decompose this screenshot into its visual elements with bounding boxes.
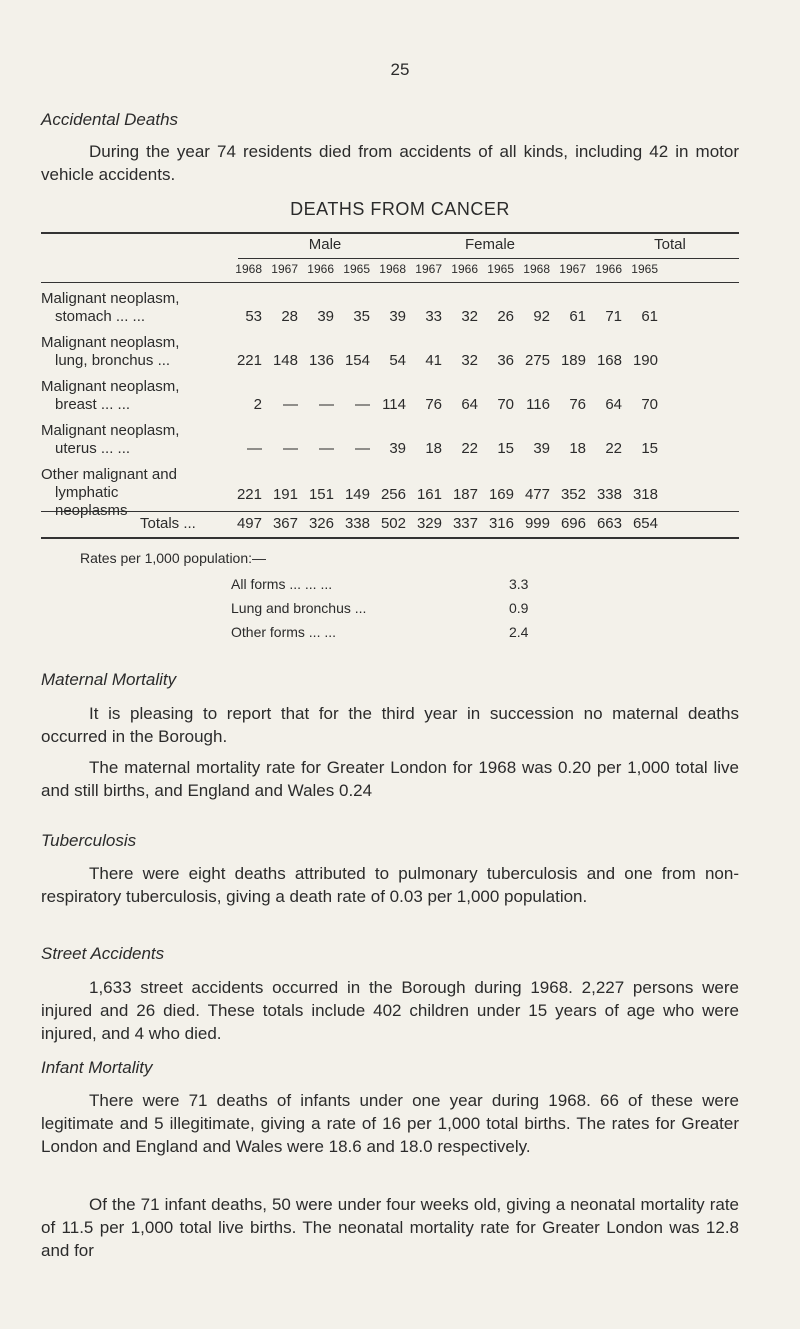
table-cell: 151 [308, 486, 334, 503]
table-cell: 61 [641, 308, 658, 325]
table-cell: 33 [425, 308, 442, 325]
table-cell: 18 [425, 440, 442, 457]
table-cell: 221 [236, 486, 262, 503]
rate-label-other: Other forms ... ... [231, 624, 337, 640]
table-cell: 187 [452, 486, 478, 503]
year-header: 1965 [631, 262, 658, 276]
table-cell: — [355, 440, 370, 457]
section-heading-tuberculosis: Tuberculosis [41, 831, 137, 850]
table-cell: 15 [497, 440, 514, 457]
table-cell: 318 [632, 486, 658, 503]
row-label-stomach: Malignant neoplasm, stomach ... ... [41, 290, 180, 325]
paragraph-infant-2: Of the 71 infant deaths, 50 were under four weeks old, giving a neonatal mortality rate of 11.5 per 1,000 total live births. The neonatal mortality rate for Greater London was 12.8 and for [41, 1195, 739, 1260]
year-header: 1967 [415, 262, 442, 276]
table-cell: — [319, 396, 334, 413]
group-header-female: Female [464, 236, 516, 253]
table-cell: 136 [308, 352, 334, 369]
table-cell: 2 [253, 396, 262, 413]
row-label-other: Other malignant and lymphatic neoplasms [41, 466, 177, 519]
table-cell: 190 [632, 352, 658, 369]
totals-cell: 316 [488, 515, 514, 532]
table-cell: 275 [524, 352, 550, 369]
totals-cell: 663 [596, 515, 622, 532]
table-cell: 22 [605, 440, 622, 457]
table-cell: 256 [380, 486, 406, 503]
year-header: 1966 [595, 262, 622, 276]
table-cell: 149 [344, 486, 370, 503]
rate-value-all: 3.3 [509, 576, 529, 592]
table-cell: — [319, 440, 334, 457]
section-heading-street: Street Accidents [41, 944, 165, 963]
table-cell: 477 [524, 486, 550, 503]
table-cell: 18 [569, 440, 586, 457]
table-cell: — [247, 440, 262, 457]
table-cell: 54 [389, 352, 406, 369]
table-cell: 39 [317, 308, 334, 325]
totals-cell: 338 [344, 515, 370, 532]
table-cell: 76 [425, 396, 442, 413]
table-cell: 64 [461, 396, 478, 413]
table-cell: 148 [272, 352, 298, 369]
totals-cell: 337 [452, 515, 478, 532]
totals-cell: 326 [308, 515, 334, 532]
table-cell: — [355, 396, 370, 413]
totals-cell: 497 [236, 515, 262, 532]
table-cell: 32 [461, 352, 478, 369]
table-cell: 70 [497, 396, 514, 413]
year-header: 1967 [271, 262, 298, 276]
table-cell: 41 [425, 352, 442, 369]
totals-cell: 329 [416, 515, 442, 532]
table-cell: — [283, 396, 298, 413]
table-cell: 169 [488, 486, 514, 503]
table-cell: 39 [389, 440, 406, 457]
year-header: 1967 [559, 262, 586, 276]
table-cell: 64 [605, 396, 622, 413]
table-cell: 161 [416, 486, 442, 503]
year-header: 1968 [523, 262, 550, 276]
page-number: 25 [390, 60, 410, 79]
year-header: 1965 [343, 262, 370, 276]
totals-cell: 999 [524, 515, 550, 532]
table-cell: 15 [641, 440, 658, 457]
table-cell: 71 [605, 308, 622, 325]
row-label-lung: Malignant neoplasm, lung, bronchus ... [41, 334, 180, 369]
table-cell: 36 [497, 352, 514, 369]
table-cell: 76 [569, 396, 586, 413]
section-heading-accidental: Accidental Deaths [41, 110, 179, 129]
table-cell: 352 [560, 486, 586, 503]
group-underline [238, 258, 739, 259]
table-cell: 53 [245, 308, 262, 325]
totals-cell: 502 [380, 515, 406, 532]
paragraph-street: 1,633 street accidents occurred in the Borough during 1968. 2,227 persons were injured and 26 died. These totals include 402 children under 15 years of age who were injured, and 4 who died. [41, 978, 739, 1043]
table-top-rule [41, 232, 739, 234]
table-cell: 189 [560, 352, 586, 369]
table-cell: 39 [389, 308, 406, 325]
section-heading-maternal: Maternal Mortality [41, 670, 177, 689]
rate-value-lung: 0.9 [509, 600, 529, 616]
table-cell: 39 [533, 440, 550, 457]
header-bottom-rule [41, 282, 739, 283]
rates-intro: Rates per 1,000 population:— [80, 550, 267, 566]
year-header: 1966 [307, 262, 334, 276]
year-header: 1966 [451, 262, 478, 276]
paragraph-tuberculosis: There were eight deaths attributed to pulmonary tuberculosis and one from non-respiratory tuberculosis, giving a death rate of 0.03 per 1,000 population. [41, 864, 739, 906]
totals-cell: 654 [632, 515, 658, 532]
section-heading-infant: Infant Mortality [41, 1058, 153, 1077]
table-cell: 338 [596, 486, 622, 503]
paragraph-maternal-2: The maternal mortality rate for Greater London for 1968 was 0.20 per 1,000 total live and still births, and England and Wales 0.24 [41, 758, 739, 800]
group-header-total: Total [654, 236, 686, 253]
table-cell: 26 [497, 308, 514, 325]
year-header: 1968 [379, 262, 406, 276]
table-cell: 61 [569, 308, 586, 325]
table-cell: 154 [344, 352, 370, 369]
totals-cell: 696 [560, 515, 586, 532]
paragraph-accidental: During the year 74 residents died from accidents of all kinds, including 42 in motor vehicle accidents. [41, 142, 739, 184]
table-cell: 92 [533, 308, 550, 325]
table-bottom-rule [41, 537, 739, 539]
table-cell: 191 [272, 486, 298, 503]
row-label-uterus: Malignant neoplasm, uterus ... ... [41, 422, 180, 457]
row-label-breast: Malignant neoplasm, breast ... ... [41, 378, 180, 413]
year-header: 1965 [487, 262, 514, 276]
table-cell: 28 [281, 308, 298, 325]
table-cell: — [283, 440, 298, 457]
table-title: DEATHS FROM CANCER [290, 199, 510, 219]
rate-label-lung: Lung and bronchus ... [231, 600, 367, 616]
totals-label: Totals ... [140, 515, 196, 532]
table-cell: 35 [353, 308, 370, 325]
table-cell: 32 [461, 308, 478, 325]
table-cell: 22 [461, 440, 478, 457]
group-header-male: Male [308, 236, 342, 253]
totals-cell: 367 [272, 515, 298, 532]
table-cell: 114 [382, 396, 406, 413]
year-header: 1968 [235, 262, 262, 276]
paragraph-infant-1: There were 71 deaths of infants under one year during 1968. 66 of these were legitimate and 5 illegitimate, giving a rate of 16 per 1,000 total births. The rates for Greater London and England and Wales were 18.6 and 18.0 respectively. [41, 1091, 739, 1156]
table-cell: 116 [526, 396, 550, 413]
table-cell: 168 [596, 352, 622, 369]
table-cell: 221 [236, 352, 262, 369]
rate-label-all: All forms ... ... ... [231, 576, 333, 592]
table-cell: 70 [641, 396, 658, 413]
rate-value-other: 2.4 [509, 624, 529, 640]
paragraph-maternal-1: It is pleasing to report that for the third year in succession no maternal deaths occurred in the Borough. [41, 704, 739, 746]
